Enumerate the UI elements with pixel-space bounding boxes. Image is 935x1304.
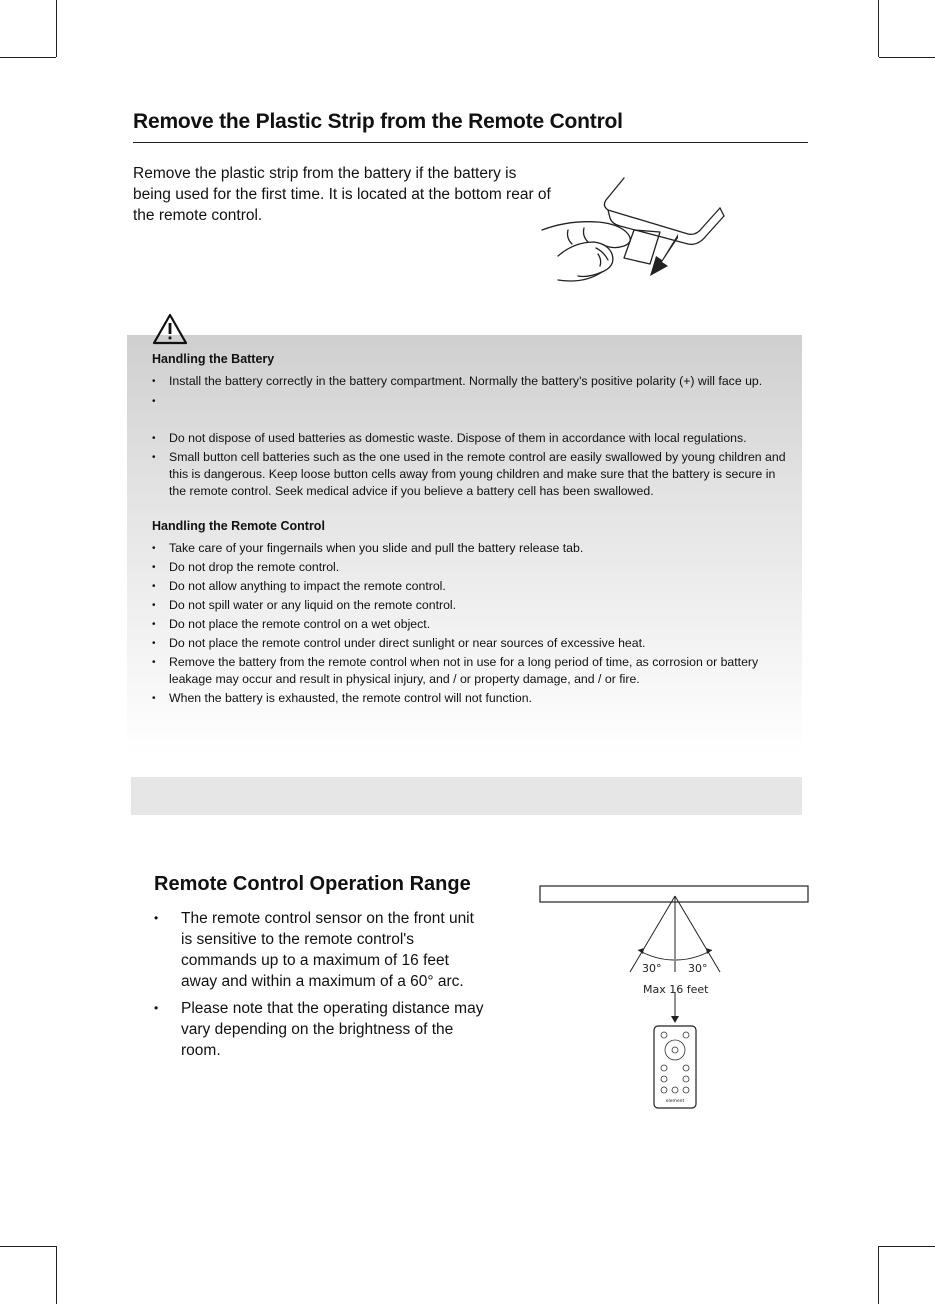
left-angle-label: 30° bbox=[642, 962, 662, 975]
list-item: • Take care of your fingernails when you slide and pull the battery release tab. bbox=[152, 540, 792, 557]
intro-paragraph: Remove the plastic strip from the battery if the battery is being used for the first time. It is located at the bottom rear of the remote control. bbox=[133, 165, 551, 224]
list-item: • Please note that the operating distance may vary depending on the brightness of the room. bbox=[154, 998, 484, 1061]
list-item: • Do not place the remote control on a wet object. bbox=[152, 616, 792, 633]
crop-mark bbox=[878, 1246, 879, 1304]
crop-mark bbox=[56, 0, 57, 57]
list-item: • Do not dispose of used batteries as domestic waste. Dispose of them in accordance with local regulations. bbox=[152, 430, 792, 447]
list-item: • Install the battery correctly in the battery compartment. Normally the battery's positive polarity (+) will face up. bbox=[152, 373, 792, 390]
strip-removal-illustration bbox=[538, 172, 728, 287]
crop-mark bbox=[879, 1246, 935, 1247]
crop-mark bbox=[0, 57, 56, 58]
grey-band bbox=[131, 777, 802, 815]
list-item: • Do not drop the remote control. bbox=[152, 559, 792, 576]
list-item: • Small button cell batteries such as the one used in the remote control are easily swallowed by young children and this is dangerous. Keep loose button cells away from young children and make sure that the battery is secure in the remote control. Seek medical advice if you believe a battery cell has been swallowed. bbox=[152, 449, 792, 500]
section-title-plastic-strip: Remove the Plastic Strip from the Remote Control bbox=[133, 110, 623, 133]
tv-unit bbox=[540, 886, 808, 902]
list-item: • Do not allow anything to impact the remote control. bbox=[152, 578, 792, 595]
warning-triangle-icon bbox=[152, 313, 188, 345]
list-item: • Do not place the remote control under direct sunlight or near sources of excessive heat. bbox=[152, 635, 792, 652]
operation-range-diagram bbox=[530, 880, 820, 1120]
crop-mark bbox=[0, 1246, 56, 1247]
crop-mark bbox=[879, 57, 935, 58]
crop-mark bbox=[56, 1246, 57, 1304]
list-item: • Do not spill water or any liquid on the remote control. bbox=[152, 597, 792, 614]
battery-handling-list bbox=[152, 373, 792, 500]
remote-brand-label: element bbox=[665, 1099, 685, 1104]
remote-handling-heading: Handling the Remote Control bbox=[152, 519, 325, 533]
crop-mark bbox=[878, 0, 879, 57]
list-item: • Remove the battery from the remote control when not in use for a long period of time, as corrosion or battery leakage may occur and result in physical injury, and / or property damage, and / or fire. bbox=[152, 654, 792, 688]
list-item: • When the battery is exhausted, the remote control will not function. bbox=[152, 690, 792, 707]
section-title-operation-range: Remote Control Operation Range bbox=[154, 873, 471, 895]
right-angle-label: 30° bbox=[688, 962, 708, 975]
list-item bbox=[152, 393, 792, 410]
operation-range-list bbox=[154, 908, 484, 1067]
remote-control-icon bbox=[654, 1026, 696, 1108]
list-item: • The remote control sensor on the front unit is sensitive to the remote control's commands up to a maximum of 16 feet away and within a maximum of a 60° arc. bbox=[154, 908, 484, 992]
distance-label: Max 16 feet bbox=[643, 983, 709, 996]
remote-handling-list bbox=[152, 540, 792, 707]
battery-handling-heading: Handling the Battery bbox=[152, 352, 275, 366]
title-divider bbox=[133, 142, 808, 143]
